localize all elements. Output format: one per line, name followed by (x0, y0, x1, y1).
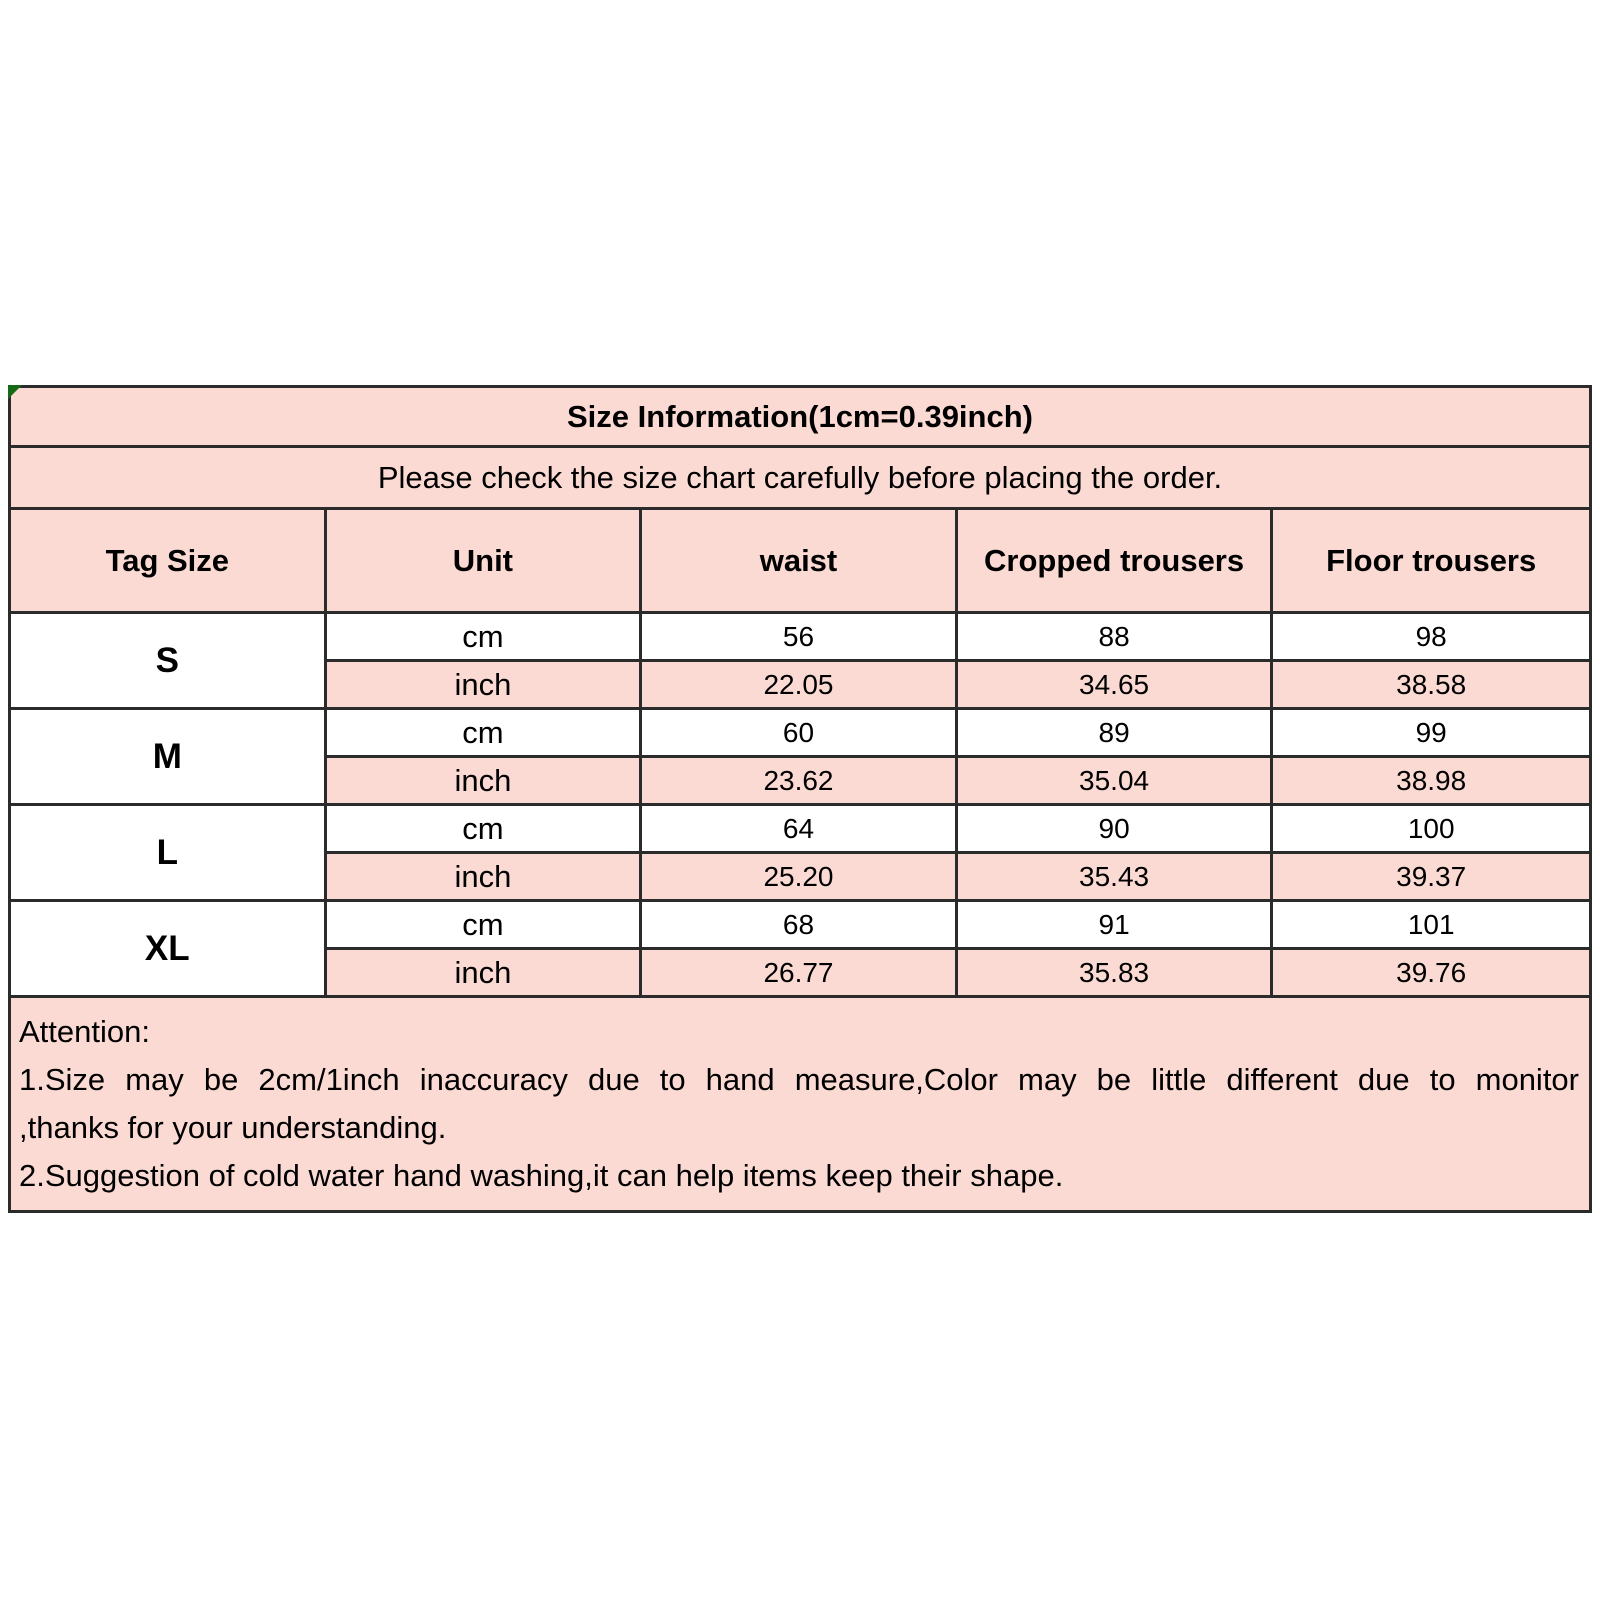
unit-label-inch: inch (327, 854, 643, 899)
size-xl-cm-row (327, 902, 1589, 950)
l-cropped-cm: 90 (958, 806, 1274, 851)
size-xl-inch-row (327, 950, 1589, 995)
s-floor-inch: 38.58 (1396, 668, 1467, 700)
attention-note-2: 2.Suggestion of cold water hand washing,it can help items keep their shape. (19, 1158, 1064, 1193)
attention-block (11, 998, 1589, 1210)
size-s-values (327, 614, 1589, 707)
m-floor-inch: 38.98 (1396, 764, 1467, 796)
unit-label-cm: cm (327, 710, 643, 755)
size-m-inch-row (327, 758, 1589, 803)
xl-floor-cm: 101 (1407, 908, 1455, 940)
size-m-cm-row (327, 710, 1589, 758)
l-waist-inch: 25.20 (642, 854, 958, 899)
xl-cropped-inch: 35.83 (958, 950, 1274, 995)
table-row-group-s (11, 614, 1589, 710)
s-waist-cm: 56 (642, 614, 958, 659)
size-m-values (327, 710, 1589, 803)
size-label-l: L (11, 806, 327, 899)
l-floor-cm: 100 (1407, 812, 1455, 844)
table-header-row (11, 510, 1589, 614)
column-header-tag-size: Tag Size (11, 510, 327, 611)
unit-label-inch: inch (327, 950, 643, 995)
table-row-group-l (11, 806, 1589, 902)
m-waist-cm: 60 (642, 710, 958, 755)
size-chart-table (8, 385, 1592, 1213)
m-cropped-cm: 89 (958, 710, 1274, 755)
size-l-cm-row (327, 806, 1589, 854)
s-cropped-inch: 34.65 (958, 662, 1274, 707)
attention-heading: Attention: (19, 1014, 150, 1049)
s-floor-cm: 98 (1415, 620, 1447, 652)
attention-note-1: 1.Size may be 2cm/1inch inaccuracy due to hand measure,Color may be little different due to monitor (19, 1062, 1579, 1097)
size-xl-values (327, 902, 1589, 995)
attention-note-1-continued: ,thanks for your understanding. (19, 1110, 447, 1145)
subtitle-row (11, 448, 1589, 510)
size-s-cm-row (327, 614, 1589, 662)
s-cropped-cm: 88 (958, 614, 1274, 659)
unit-label-cm: cm (327, 806, 643, 851)
m-floor-cm: 99 (1415, 716, 1447, 748)
size-label-xl: XL (11, 902, 327, 995)
green-corner-mark (8, 385, 22, 399)
column-header-unit: Unit (327, 510, 643, 611)
unit-label-cm: cm (327, 902, 643, 947)
unit-label-inch: inch (327, 662, 643, 707)
l-cropped-inch: 35.43 (958, 854, 1274, 899)
unit-label-cm: cm (327, 614, 643, 659)
column-header-cropped-trousers: Cropped trousers (958, 510, 1274, 611)
size-l-values (327, 806, 1589, 899)
xl-floor-inch: 39.76 (1396, 956, 1467, 988)
table-row-group-m (11, 710, 1589, 806)
l-waist-cm: 64 (642, 806, 958, 851)
l-floor-inch: 39.37 (1396, 860, 1467, 892)
title-row (11, 388, 1589, 448)
column-header-floor-trousers: Floor trousers (1326, 542, 1537, 578)
table-row-group-xl (11, 902, 1589, 998)
unit-label-inch: inch (327, 758, 643, 803)
m-waist-inch: 23.62 (642, 758, 958, 803)
xl-waist-cm: 68 (642, 902, 958, 947)
xl-cropped-cm: 91 (958, 902, 1274, 947)
size-label-m: M (11, 710, 327, 803)
size-l-inch-row (327, 854, 1589, 899)
page-title: Size Information(1cm=0.39inch) (567, 398, 1033, 434)
m-cropped-inch: 35.04 (958, 758, 1274, 803)
xl-waist-inch: 26.77 (642, 950, 958, 995)
s-waist-inch: 22.05 (642, 662, 958, 707)
column-header-waist: waist (642, 510, 958, 611)
size-s-inch-row (327, 662, 1589, 707)
size-label-s: S (11, 614, 327, 707)
subtitle-text: Please check the size chart carefully before placing the order. (377, 459, 1223, 495)
